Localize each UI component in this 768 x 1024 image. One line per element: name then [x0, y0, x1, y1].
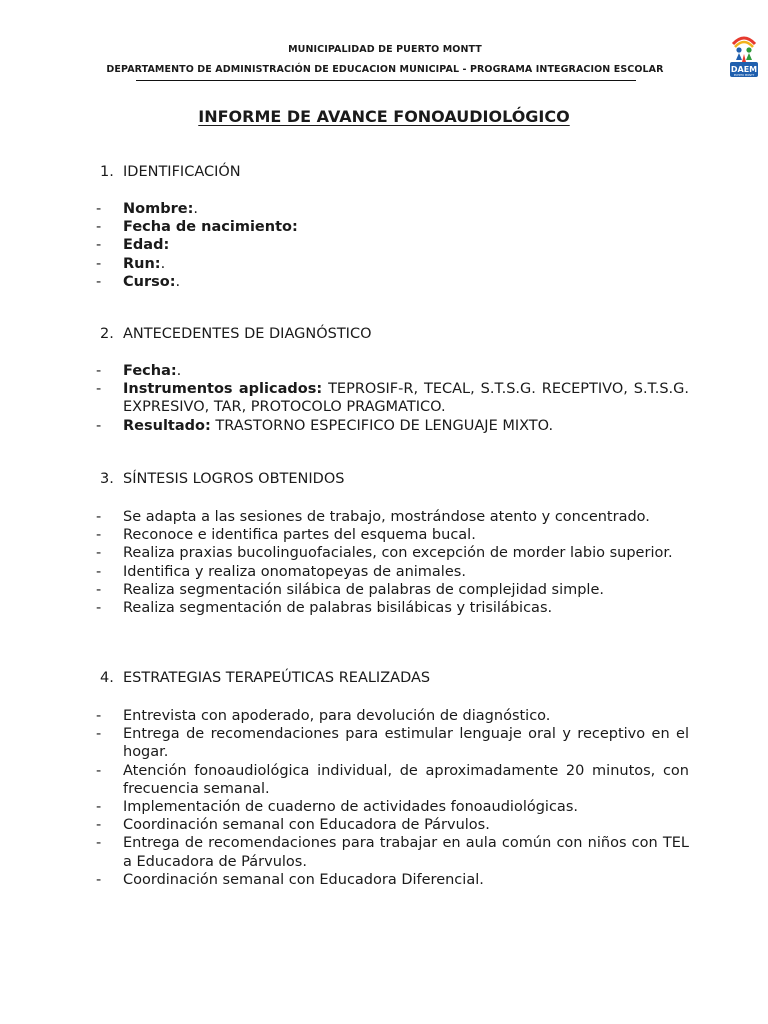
field-value: Realiza praxias bucolinguofaciales, con excepción de morder labio superior.	[123, 545, 673, 562]
bullet-dash: -	[96, 545, 102, 562]
header-divider	[136, 80, 636, 81]
section-number: 2.	[100, 326, 114, 342]
list-item	[96, 200, 689, 218]
field-value: .	[175, 273, 181, 290]
list-item	[96, 380, 689, 416]
bullet-dash: -	[96, 708, 102, 724]
bullet-dash: -	[96, 363, 102, 379]
bullet-dash: -	[96, 509, 102, 525]
bullet-dash: -	[96, 581, 102, 598]
list-item-text	[123, 762, 689, 798]
section-heading-text: ESTRATEGIAS TERAPEÚTICAS REALIZADAS	[123, 670, 431, 686]
field-value: TRASTORNO ESPECIFICO DE LENGUAJE MIXTO.	[210, 417, 554, 434]
section-heading-text: IDENTIFICACIÓN	[123, 164, 241, 180]
field-label: Nombre:	[123, 201, 194, 217]
list-item-text	[123, 599, 689, 617]
section-heading-text: ANTECEDENTES DE DIAGNÓSTICO	[123, 326, 372, 342]
bullet-dash: -	[96, 762, 102, 779]
list-item-text	[123, 834, 689, 870]
list-item	[96, 798, 689, 816]
field-value: Identifica y realiza onomatopeyas de animales.	[123, 563, 466, 580]
field-label: Instrumentos aplicados:	[123, 381, 323, 398]
bullet-dash: -	[96, 817, 102, 834]
list-item-text	[123, 544, 689, 562]
bullet-dash: -	[96, 381, 102, 398]
field-value: Se adapta a las sesiones de trabajo, mostrándose atento y concentrado.	[123, 509, 650, 525]
logo-text: DAEM	[730, 65, 758, 74]
bullet-dash: -	[96, 871, 102, 888]
bullet-dash: -	[96, 219, 102, 236]
header-municipality: MUNICIPALIDAD DE PUERTO MONTT	[288, 44, 482, 55]
list-item	[96, 816, 689, 834]
field-label: Curso:	[123, 273, 176, 290]
section-heading-identificacion	[100, 164, 241, 180]
list-item	[96, 544, 689, 562]
field-value: Coordinación semanal con Educadora Diferencial.	[123, 871, 484, 888]
field-value: Coordinación semanal con Educadora de Párvulos.	[123, 817, 490, 834]
section-number: 1.	[100, 164, 114, 180]
list-item	[96, 834, 689, 870]
field-value: .	[193, 201, 198, 217]
logo-subtext: PUERTO MONTT	[733, 74, 755, 77]
list-item-text	[123, 526, 689, 544]
field-label: Fecha:	[123, 363, 177, 379]
list-item-text	[123, 581, 689, 599]
list-item-text	[123, 707, 689, 725]
list-item	[96, 362, 689, 380]
field-label: Edad:	[123, 237, 170, 254]
bullet-dash: -	[96, 527, 102, 544]
bullet-dash: -	[96, 563, 102, 580]
section-list-antecedentes	[96, 362, 689, 435]
section-number: 3.	[100, 471, 114, 487]
field-value: .	[176, 363, 182, 379]
section-heading-antecedentes	[100, 326, 372, 342]
list-item-text	[123, 508, 689, 526]
list-item-text	[123, 417, 689, 435]
list-item-text	[123, 218, 689, 236]
header-department: DEPARTAMENTO DE ADMINISTRACIÓN DE EDUCACION MUNICIPAL - PROGRAMA INTEGRACION ESCOLAR	[106, 64, 664, 75]
section-list-logros	[96, 508, 689, 617]
daem-logo	[729, 30, 759, 78]
list-item	[96, 417, 689, 435]
list-item-text	[123, 563, 689, 581]
list-item	[96, 218, 689, 236]
list-item-text	[123, 871, 689, 889]
list-item-text	[123, 236, 689, 254]
list-item	[96, 871, 689, 889]
bullet-dash: -	[96, 799, 102, 816]
field-value: Realiza segmentación de palabras bisilábicas y trisilábicas.	[123, 600, 553, 617]
field-value: Reconoce e identifica partes del esquema bucal.	[123, 527, 476, 544]
bullet-dash: -	[96, 255, 102, 272]
field-value: Entrevista con apoderado, para devolución de diagnóstico.	[123, 708, 551, 724]
section-list-identificacion	[96, 200, 689, 291]
list-item-text	[123, 725, 689, 761]
field-value: Realiza segmentación silábica de palabras de complejidad simple.	[123, 581, 604, 598]
list-item	[96, 526, 689, 544]
section-list-estrategias	[96, 707, 689, 889]
list-item	[96, 273, 689, 291]
list-item-text	[123, 798, 689, 816]
field-label: Resultado:	[123, 417, 211, 434]
list-item-text	[123, 273, 689, 291]
list-item	[96, 707, 689, 725]
list-item	[96, 581, 689, 599]
bullet-dash: -	[96, 273, 102, 290]
list-item-text	[123, 255, 689, 273]
bullet-dash: -	[96, 600, 102, 617]
list-item	[96, 236, 689, 254]
section-heading-logros	[100, 471, 344, 487]
field-label: Fecha de nacimiento:	[123, 219, 298, 236]
field-value: Entrega de recomendaciones para trabajar en aula común con niños con TEL a Educadora de Párvulos.	[123, 835, 689, 870]
field-value: Implementación de cuaderno de actividades fonoaudiológicas.	[123, 799, 578, 816]
list-item-text	[123, 380, 689, 416]
field-value: Entrega de recomendaciones para estimular lenguaje oral y receptivo en el hogar.	[123, 726, 689, 761]
list-item-text	[123, 362, 689, 380]
list-item	[96, 563, 689, 581]
list-item	[96, 255, 689, 273]
list-item-text	[123, 816, 689, 834]
list-item-text	[123, 200, 689, 218]
list-item	[96, 725, 689, 761]
section-number: 4.	[100, 670, 114, 686]
section-heading-estrategias	[100, 670, 430, 686]
bullet-dash: -	[96, 201, 102, 217]
bullet-dash: -	[96, 835, 102, 852]
report-title: INFORME DE AVANCE FONOAUDIOLÓGICO	[198, 107, 570, 126]
bullet-dash: -	[96, 237, 102, 254]
field-label: Run:	[123, 255, 161, 272]
field-value: .	[160, 255, 166, 272]
bullet-dash: -	[96, 417, 102, 434]
section-heading-text: SÍNTESIS LOGROS OBTENIDOS	[123, 471, 345, 487]
field-value: TEPROSIF-R, TECAL, S.T.S.G. RECEPTIVO, S.T.S.G. EXPRESIVO, TAR, PROTOCOLO PRAGMATICO.	[123, 381, 689, 416]
list-item	[96, 599, 689, 617]
field-value: Atención fonoaudiológica individual, de aproximadamente 20 minutos, con frecuencia semanal.	[123, 762, 689, 797]
list-item	[96, 762, 689, 798]
list-item	[96, 508, 689, 526]
bullet-dash: -	[96, 726, 102, 743]
